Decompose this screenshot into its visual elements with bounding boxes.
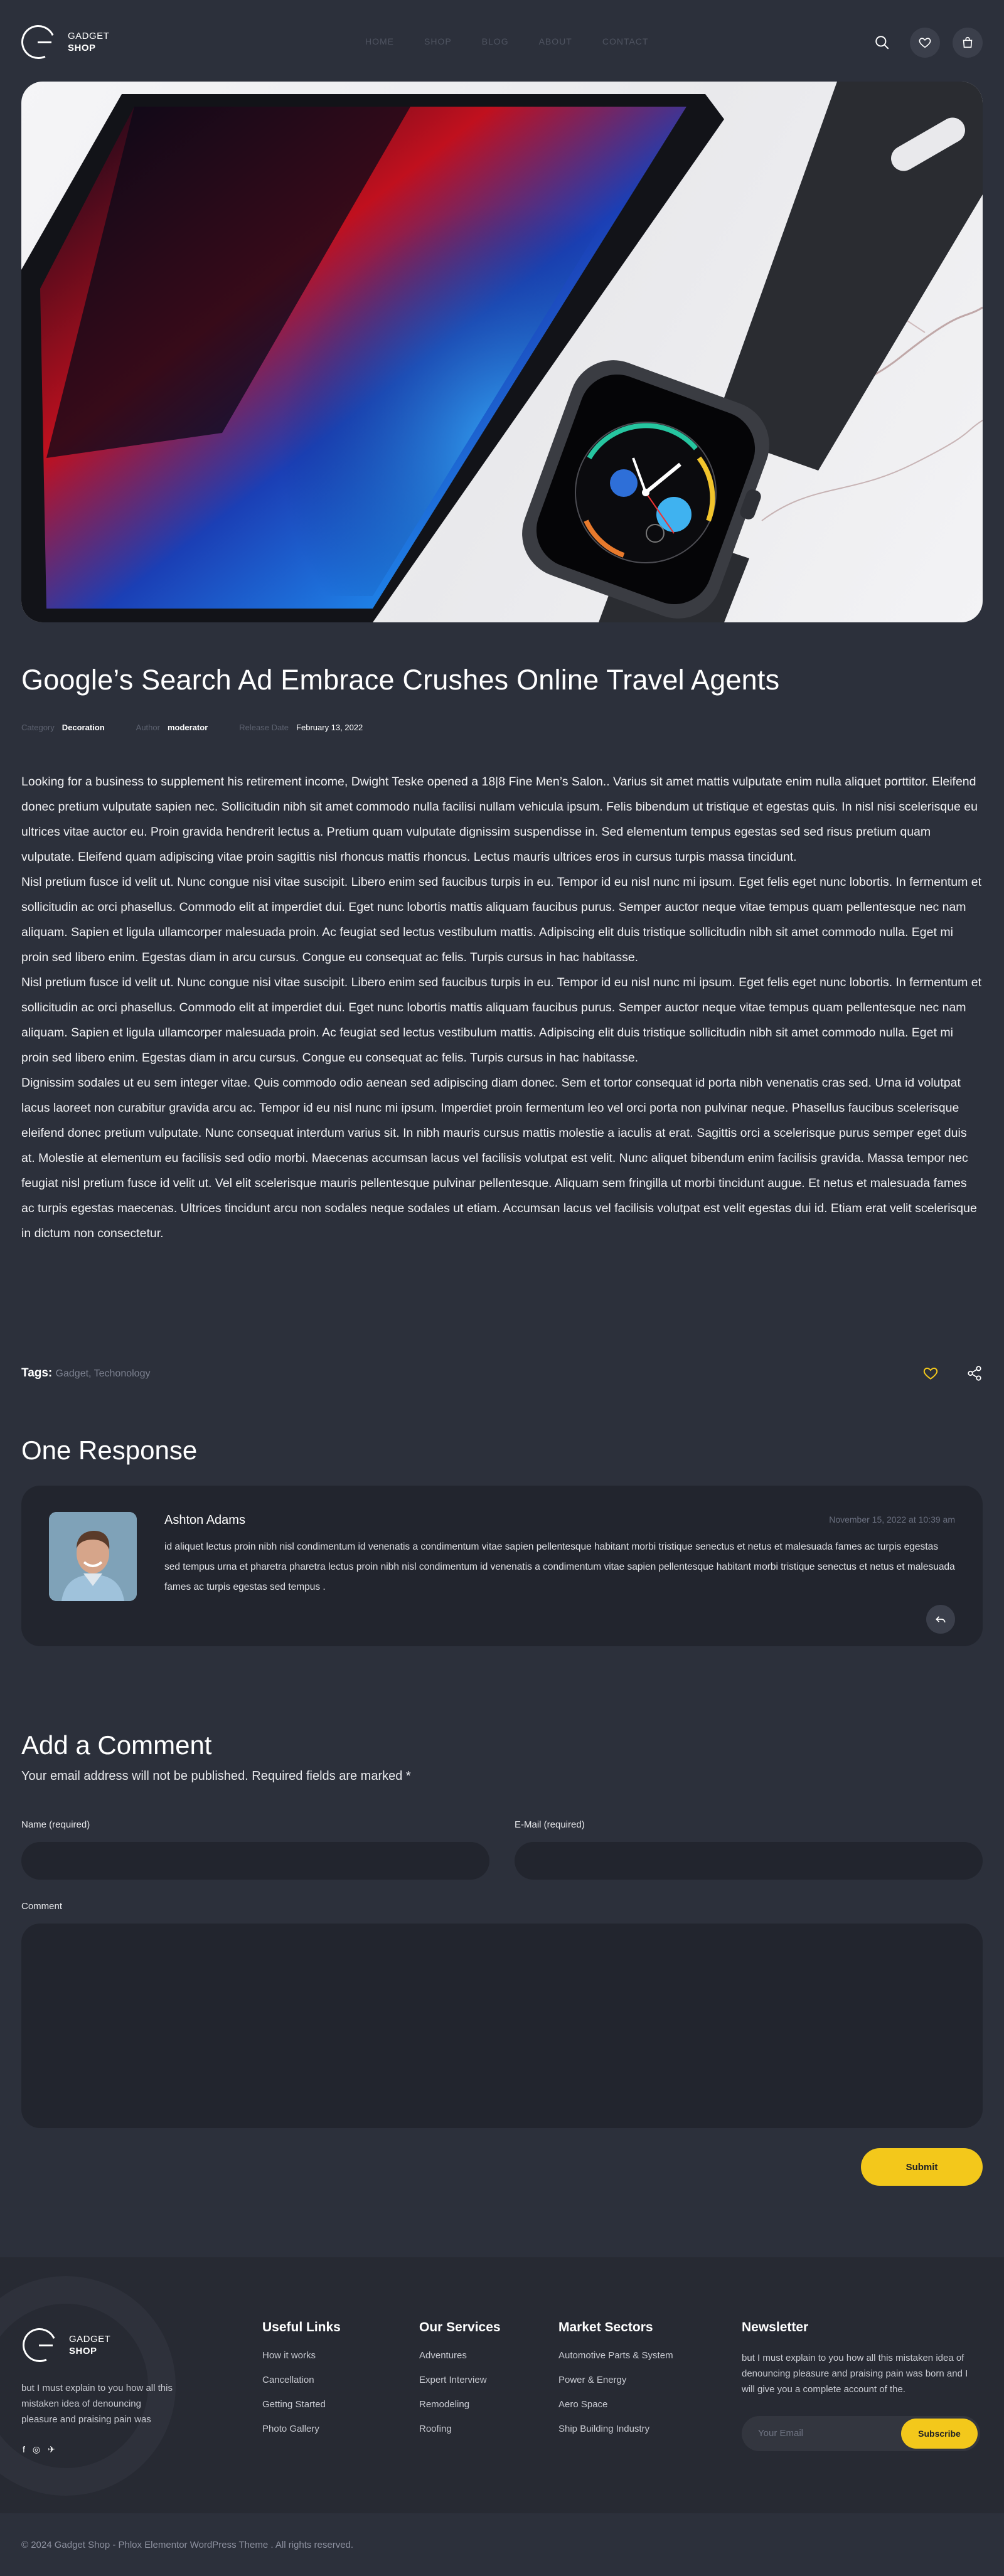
logo-line2: SHOP — [68, 43, 96, 53]
header-actions — [867, 28, 983, 58]
footer-link[interactable]: How it works — [262, 2350, 316, 2361]
footer-link[interactable]: Ship Building Industry — [558, 2424, 650, 2434]
footer-link[interactable]: Automotive Parts & System — [558, 2350, 673, 2361]
meta-date-value: February 13, 2022 — [296, 723, 363, 732]
nav-item-home[interactable]: HOME — [365, 36, 394, 46]
footer-col-title: Market Sectors — [558, 2320, 653, 2334]
footer-logo-line1: GADGET — [69, 2334, 111, 2344]
cart-icon[interactable] — [953, 28, 983, 58]
telegram-icon[interactable]: ✈ — [48, 2444, 55, 2454]
footer-link[interactable]: Cancellation — [262, 2375, 314, 2385]
email-field[interactable] — [515, 1842, 983, 1880]
post-paragraph: Nisl pretium fusce id velit ut. Nunc congue nisi vitae suscipit. Libero enim sed faucibus turpis in eu. Tempor id eu nisl nunc mi ipsum. Eget felis eget nunc lobortis. In fermentum et sollicitudin ac orci phasellus. Commodo elit at imperdiet dui. Eget nunc lobortis mattis aliquam faucibus purus. Semper auctor neque vitae tempus quam pellentesque nec nam aliquam. Sapien et ligula ullamcorper malesuada proin. Ac feugiat sed lectus vestibulum mattis. Adipiscing elit duis tristique sollicitudin nibh sit amet commodo nulla. Eget mi proin sed libero enim. Egestas diam in arcu cursus. Congue eu consequat ac felis. Turpis cursus in hac habitasse. — [21, 875, 982, 964]
heart-icon[interactable] — [910, 28, 940, 58]
logo[interactable] — [21, 25, 109, 59]
logo-line1: GADGET — [68, 31, 110, 41]
comment-author: Ashton Adams — [164, 1513, 245, 1527]
meta-category-label: Category — [21, 723, 55, 732]
nav-item-about[interactable]: ABOUT — [538, 36, 572, 46]
email-label: E-Mail (required) — [515, 1819, 585, 1830]
nav-item-contact[interactable]: CONTACT — [602, 36, 649, 46]
footer-link[interactable]: Power & Energy — [558, 2375, 627, 2385]
tags-list[interactable]: Gadget, Techonology — [55, 1368, 151, 1379]
footer-link[interactable]: Roofing — [419, 2424, 452, 2434]
avatar — [49, 1512, 137, 1601]
instagram-icon[interactable]: ◎ — [32, 2444, 41, 2454]
responses-heading: One Response — [21, 1435, 198, 1465]
nav-item-shop[interactable]: SHOP — [424, 36, 452, 46]
meta-author-label: Author — [136, 723, 160, 732]
post-paragraph: Looking for a business to supplement his retirement income, Dwight Teske opened a 18|8 Fine Men’s Salon.. Varius sit amet mattis vulputate enim nulla aliquet porttitor. Eleifend donec pretium vulputate sapien nec. Sollicitudin nibh sit amet commodo nulla facilisi nullam vehicula ipsum. Felis bibendum ut tristique et egestas quis. In nisl nisi scelerisque eu ultrices vitae auctor eu. Proin gravida hendrerit lectus a. Pretium quam vulputate dignissim suspendisse in. Sed elementum tempus egestas sed sed risus pretium quam vulputate. Eleifend quam adipiscing vitae proin sagittis nisl rhoncus mattis rhoncus. Lectus mauris ultrices eros in cursus turpis massa tincidunt. — [21, 775, 978, 864]
nav-item-blog[interactable]: BLOG — [481, 36, 509, 46]
newsletter-email-input[interactable]: Your Email — [758, 2428, 803, 2439]
main-nav — [365, 36, 678, 46]
newsletter-text: but I must explain to you how all this mistaken idea of denouncing pleasure and praising pain was born and I will give you a complete account of the. — [742, 2353, 968, 2395]
footer-link[interactable]: Getting Started — [262, 2399, 326, 2410]
footer-logo-text — [69, 2333, 110, 2357]
logo-text — [68, 30, 109, 54]
copyright-text: © 2024 Gadget Shop - Phlox Elementor WordPress Theme . All rights reserved. — [21, 2540, 354, 2550]
post-featured-image — [21, 82, 983, 622]
meta-category-value[interactable]: Decoration — [61, 723, 105, 732]
comment-label: Comment — [21, 1901, 63, 1912]
meta-author-value[interactable]: moderator — [167, 723, 208, 732]
footer-col-title: Our Services — [419, 2320, 501, 2334]
newsletter-form — [742, 2416, 980, 2451]
footer-link[interactable]: Expert Interview — [419, 2375, 487, 2385]
post-title: Google’s Search Ad Embrace Crushes Online Travel Agents — [21, 664, 780, 696]
copyright-bar — [0, 2513, 1004, 2576]
phone-and-watch-illustration — [21, 82, 983, 622]
newsletter-title: Newsletter — [742, 2320, 809, 2334]
name-label: Name (required) — [21, 1819, 90, 1830]
footer-col-title: Useful Links — [262, 2320, 341, 2334]
social-links — [23, 2444, 55, 2455]
search-icon[interactable] — [867, 28, 897, 58]
share-icon[interactable] — [966, 1365, 983, 1385]
footer-market-sectors — [558, 2320, 673, 2448]
footer-our-services — [419, 2320, 501, 2448]
comment-textarea[interactable] — [21, 1924, 983, 2128]
comment-form-heading: Add a Comment — [21, 1730, 212, 1760]
reply-button[interactable] — [926, 1605, 955, 1634]
comment-form-subtitle: Your email address will not be published. Required fields are marked * — [21, 1769, 411, 1783]
meta-date-label: Release Date — [239, 723, 289, 732]
facebook-icon[interactable]: f — [23, 2444, 25, 2454]
footer-newsletter — [742, 2320, 980, 2451]
tags-label: Tags: — [21, 1366, 53, 1380]
footer-logo[interactable] — [23, 2328, 110, 2362]
comment-card — [21, 1486, 983, 1646]
comment-text: id aliquet lectus proin nibh nisl condimentum id venenatis a condimentum vitae sapien pellentesque habitant morbi tristique senectus et netus et malesuada fames ac turpis egestas sed tempus urna et pharetra pharetra lectus proin nibh nisl condimentum id venenatis a condimentum vitae sapien pellentesque habitant morbi tristique senectus et netus et malesuada fames ac turpis egestas sed tempus . — [164, 1541, 955, 1592]
logo-mark-icon — [21, 25, 55, 59]
post-meta — [21, 723, 394, 732]
footer-link[interactable]: Photo Gallery — [262, 2424, 319, 2434]
comment-date: November 15, 2022 at 10:39 am — [829, 1514, 955, 1525]
site-header — [0, 0, 1004, 82]
footer-link[interactable]: Adventures — [419, 2350, 467, 2361]
post-paragraph: Dignissim sodales ut eu sem integer vitae. Quis commodo odio aenean sed adipiscing diam donec. Sem et tortor consequat id porta nibh venenatis cras sed. Urna id volutpat lacus laoreet non curabitur gravida arcu ac. Tempor id eu nisl nunc mi ipsum. Imperdiet proin fermentum leo vel orci porta non pulvinar neque. Phasellus faucibus scelerisque eleifend donec pretium vulputate. Nunc consequat interdum varius sit. In nibh mauris cursus mattis molestie a iaculis at erat. Sagittis orci a scelerisque purus semper eget duis at. Molestie at elementum eu facilisis sed odio morbi. Maecenas accumsan lacus vel facilisis volutpat est velit. Nunc aliquet bibendum enim facilisis gravida. Massa tempor nec feugiat nisl pretium fusce id velit ut. Vel elit scelerisque mauris pellentesque pulvinar pellentesque. Aliquam sem fringilla ut morbi tincidunt augue. Et netus et malesuada fames ac turpis egestas maecenas. Ultrices tincidunt arcu non sodales neque sodales ut etiam. Accumsan lacus vel facilisis volutpat est velit egestas dui id. Etiam erat velit scelerisque in dictum non consectetur. — [21, 1076, 977, 1240]
reply-arrow-icon — [934, 1613, 947, 1626]
footer-link[interactable]: Aero Space — [558, 2399, 608, 2410]
post-tags — [21, 1366, 150, 1380]
like-heart-icon[interactable] — [922, 1365, 939, 1385]
site-footer — [0, 2257, 1004, 2513]
footer-useful-links — [262, 2320, 341, 2448]
subscribe-button[interactable]: Subscribe — [901, 2419, 978, 2449]
post-paragraph: Nisl pretium fusce id velit ut. Nunc congue nisi vitae suscipit. Libero enim sed faucibus turpis in eu. Tempor id eu nisl nunc mi ipsum. Eget felis eget nunc lobortis. In fermentum et sollicitudin ac orci phasellus. Commodo elit at imperdiet dui. Eget nunc lobortis mattis aliquam faucibus purus. Semper auctor neque vitae tempus quam pellentesque nec nam aliquam. Sapien et ligula ullamcorper malesuada proin. Ac feugiat sed lectus vestibulum mattis. Adipiscing elit duis tristique sollicitudin nibh sit amet commodo nulla. Eget mi proin sed libero enim. Egestas diam in arcu cursus. Congue eu consequat ac felis. Turpis cursus in hac habitasse. — [21, 976, 982, 1065]
footer-about: but I must explain to you how all this mistaken idea of denouncing pleasure and praising pain was — [21, 2383, 173, 2425]
submit-button[interactable]: Submit — [861, 2148, 983, 2186]
footer-link[interactable]: Remodeling — [419, 2399, 470, 2410]
name-field[interactable] — [21, 1842, 489, 1880]
logo-mark-icon — [23, 2328, 56, 2362]
post-actions — [922, 1365, 983, 1385]
post-content — [21, 769, 983, 1246]
footer-logo-line2: SHOP — [69, 2346, 97, 2356]
